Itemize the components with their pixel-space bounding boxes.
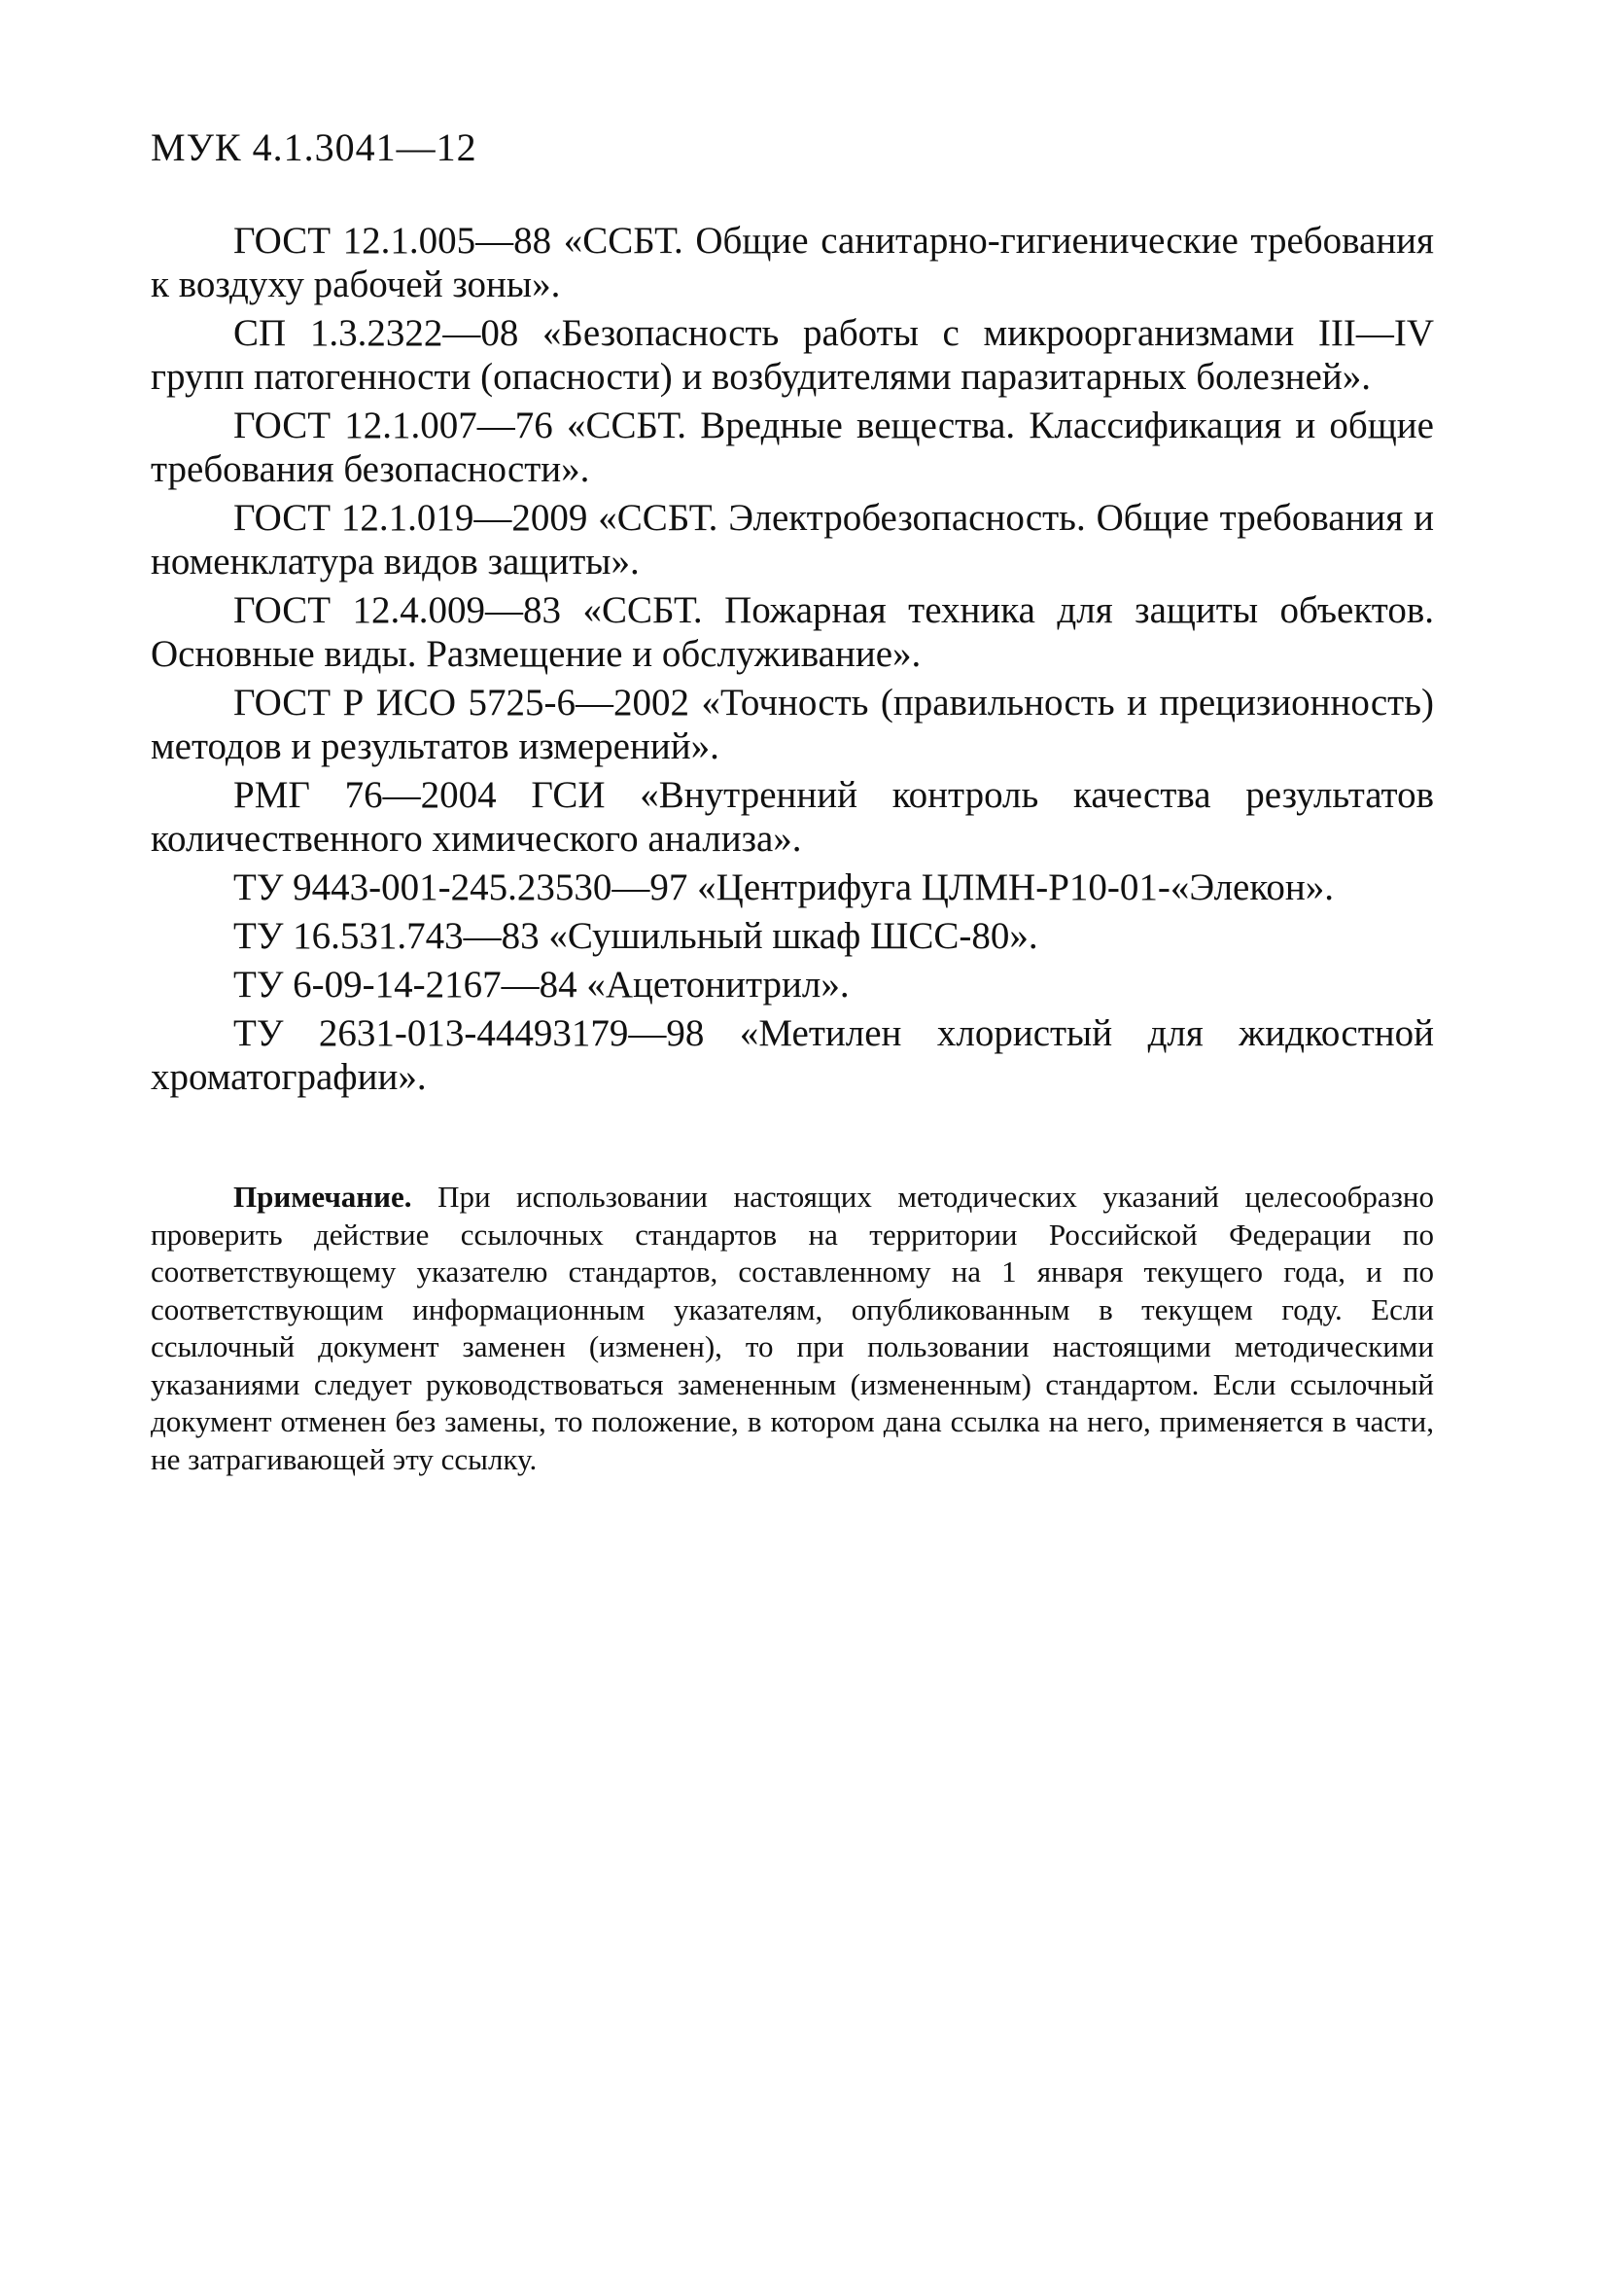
reference-item: ГОСТ 12.1.007—76 «ССБТ. Вредные вещества. Классификация и общие требования безопасности». [151,405,1434,490]
reference-item: ТУ 6-09-14-2167—84 «Ацетонитрил». [233,964,850,1006]
reference-item: ТУ 16.531.743—83 «Сушильный шкаф ШСС-80». [233,915,1038,957]
normative-references-list [151,219,1434,1104]
reference-item: ГОСТ Р ИСО 5725-6—2002 «Точность (правильность и прецизионность) методов и результатов измерений». [151,682,1434,767]
reference-item: РМГ 76—2004 ГСИ «Внутренний контроль качества результатов количественного химического анализа». [151,774,1434,860]
reference-item: ГОСТ 12.1.019—2009 «ССБТ. Электробезопасность. Общие требования и номенклатура видов защиты». [151,497,1434,583]
reference-item: СП 1.3.2322—08 «Безопасность работы с микроорганизмами III—IV групп патогенности (опасности) и возбудителями паразитарных болезней». [151,312,1434,398]
note-text: При использовании настоящих методических указаний целесообразно проверить действие ссылочных стандартов на территории Российской Федерации по соответствующему указателю стандартов, составленному на 1 января текущего года, и по соответствующим информационным указателям, опубликованным в текущем году. Если ссылочный документ заменен (изменен), то при пользовании настоящими методическими указаниями следует руководствоваться замененным (измененным) стандартом. Если ссылочный документ отменен без замены, то положение, в котором дана ссылка на него, применяется в части, не затрагивающей эту ссылку. [151,1180,1435,1476]
reference-item: ТУ 2631-013-44493179—98 «Метилен хлористый для жидкостной хроматографии». [151,1012,1434,1098]
reference-item: ГОСТ 12.1.005—88 «ССБТ. Общие санитарно-гигиенические требования к воздуху рабочей зоны». [151,220,1434,305]
reference-item: ТУ 9443-001-245.23530—97 «Центрифуга ЦЛМН-Р10-01-«Элекон». [233,866,1334,908]
note-label: Примечание. [233,1180,412,1214]
note-paragraph [151,1179,1434,1478]
document-code-header: МУК 4.1.3041—12 [151,125,477,169]
reference-item: ГОСТ 12.4.009—83 «ССБТ. Пожарная техника для защиты объектов. Основные виды. Размещение и обслуживание». [151,589,1434,675]
